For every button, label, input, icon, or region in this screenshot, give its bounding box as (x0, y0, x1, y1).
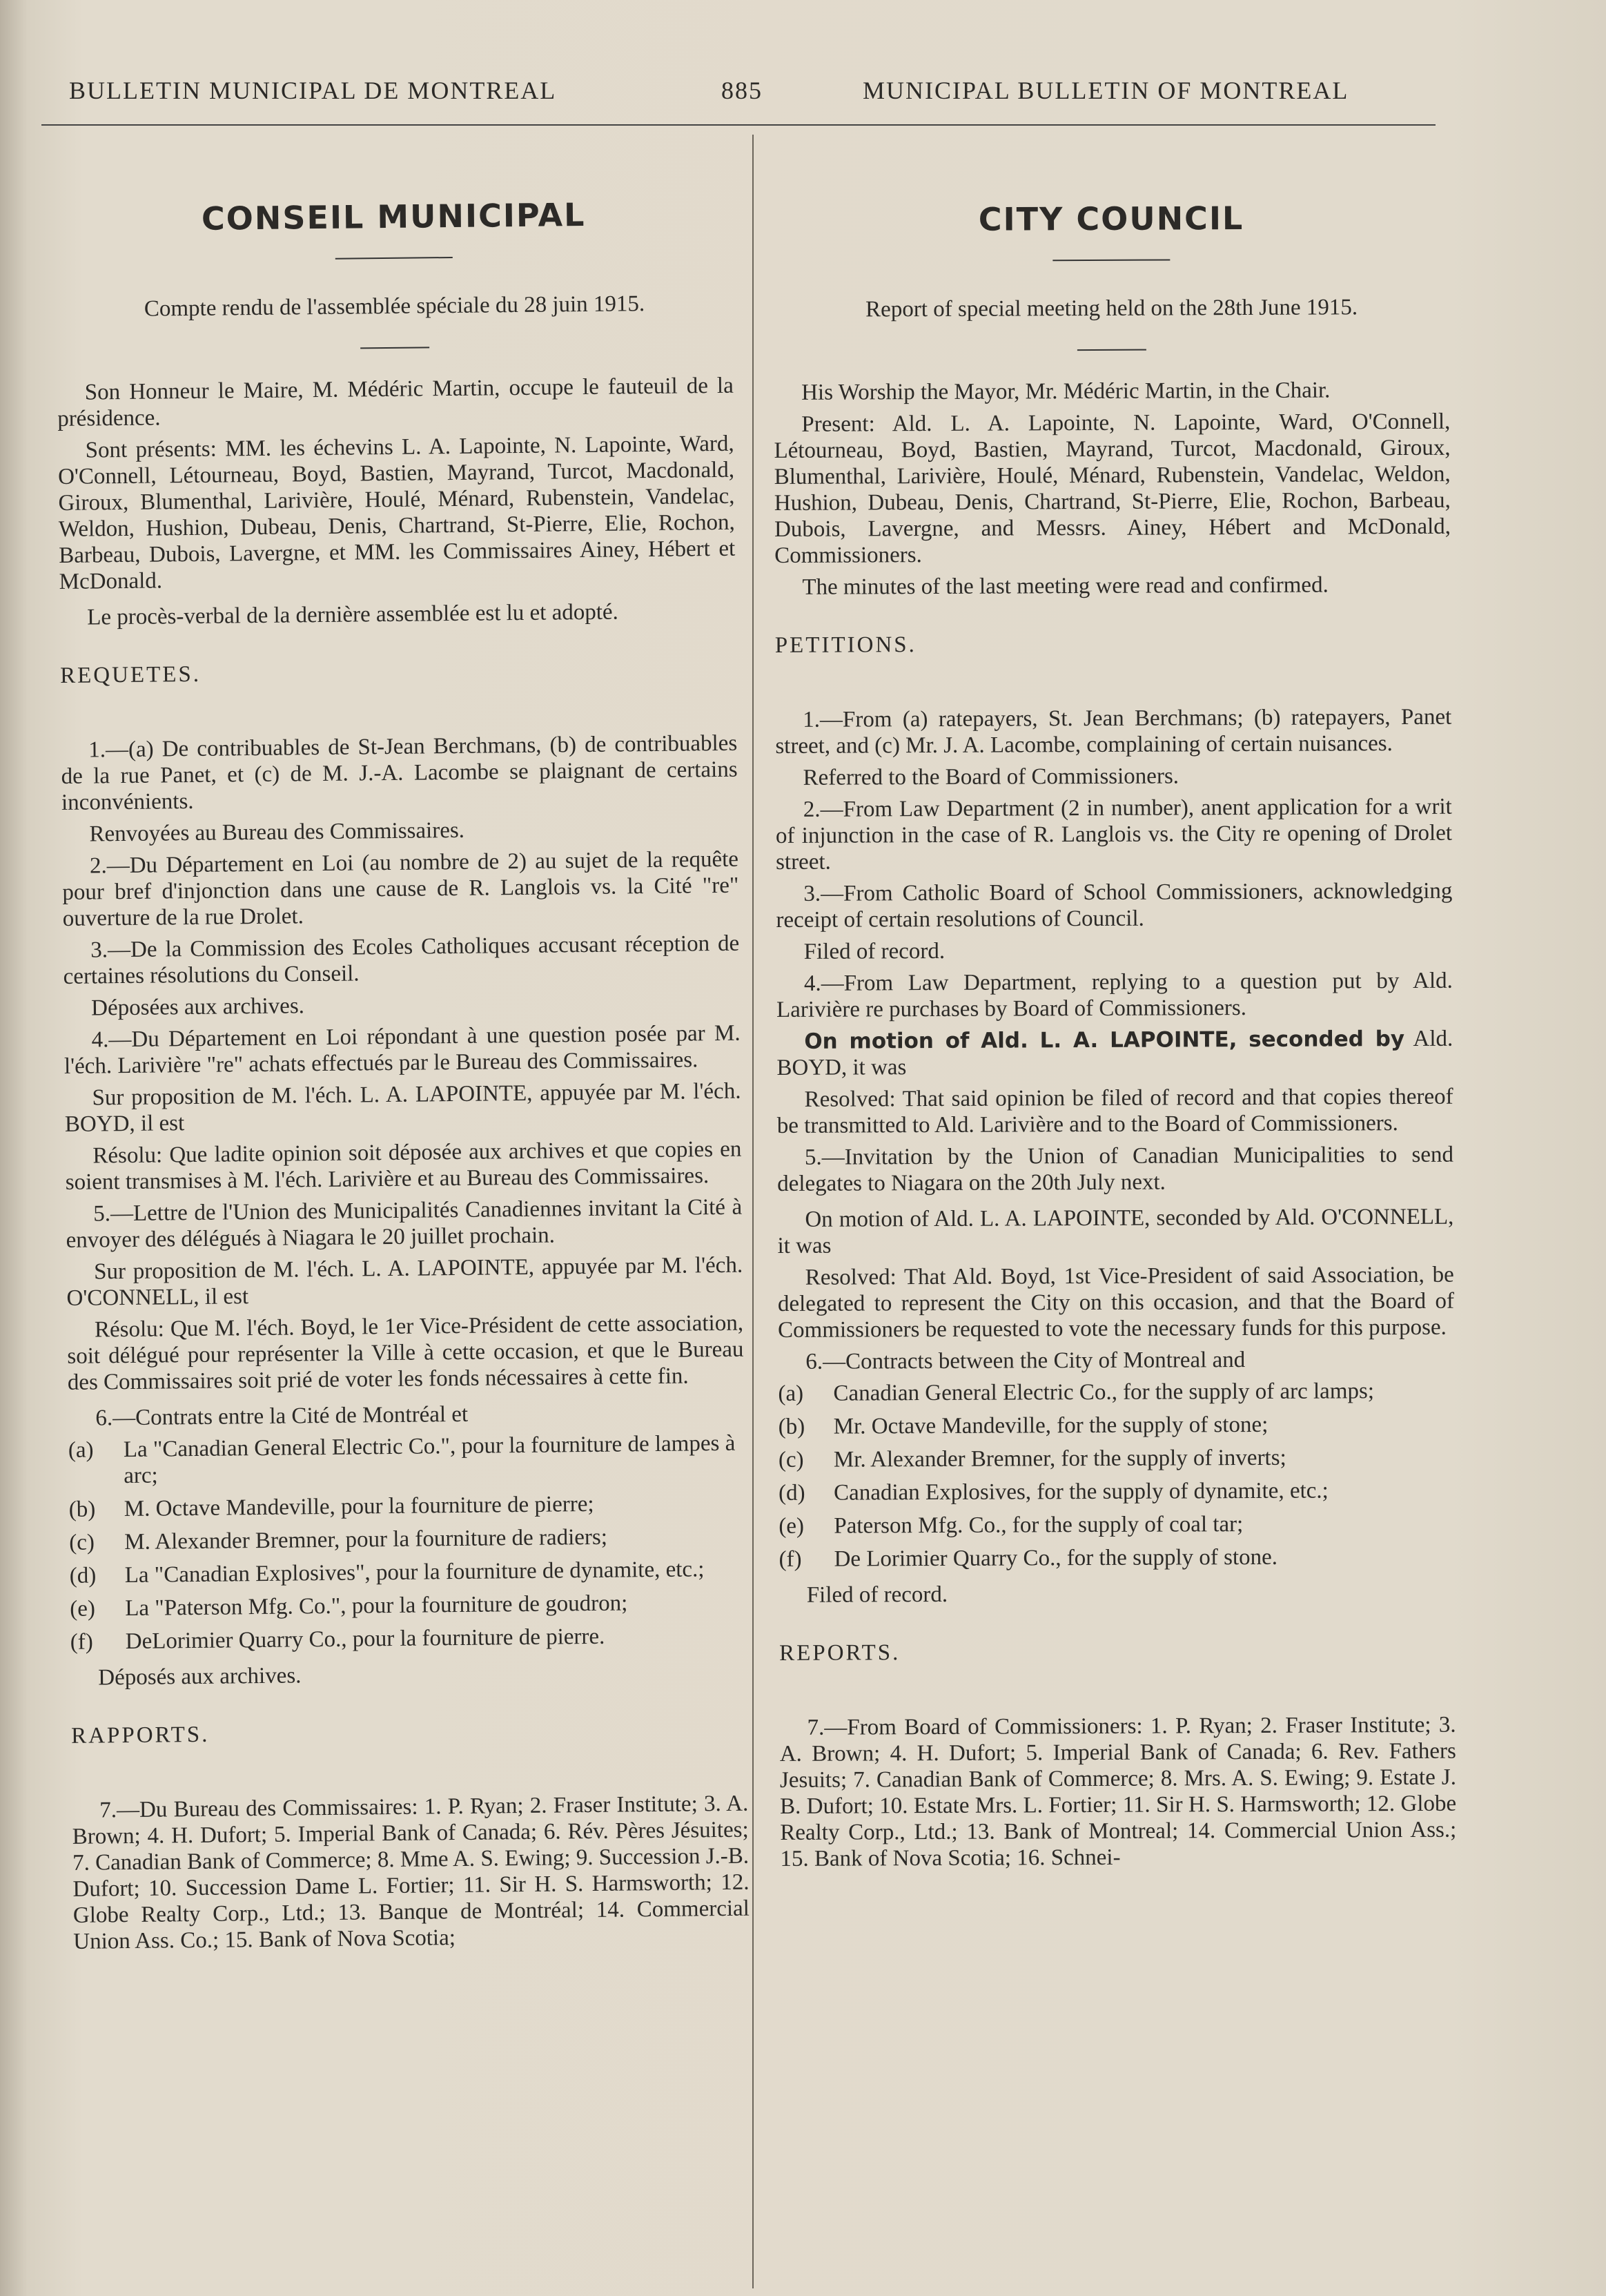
item-label: (c) (69, 1530, 95, 1555)
item-label: (b) (778, 1414, 805, 1439)
fr-section-rapports: RAPPORTS. (71, 1722, 210, 1749)
list-item (778, 1378, 1454, 1407)
en-p4-motion (776, 1026, 1453, 1081)
fr-r2: 2.—Du Département en Loi (au nombre de 2) au sujet de la requête pour bref d'injonction dans une cause de R. Langlois vs. la Cité "re" ouverture de la rue Drolet. (62, 846, 739, 931)
item-text: La "Canadian Explosives", pour la fourniture de dynamite, etc.; (124, 1557, 705, 1588)
item-text: La "Paterson Mfg. Co.", pour la fourniture de goudron; (125, 1590, 628, 1622)
item-label: (e) (778, 1513, 805, 1539)
fr-r5-resolved: Résolu: Que M. l'éch. Boyd, le 1er Vice-Président de cette association, soit délégué pour représenter la Ville à cette occasion, et que le Bureau des Commissaires soit prié de voter les fonds nécessaires à cette fin. (67, 1310, 744, 1395)
item-text: Canadian Explosives, for the supply of dynamite, etc.; (834, 1478, 1329, 1506)
en-p1-action: Referred to the Board of Commissioners. (803, 763, 1179, 790)
en-p3: 3.—From Catholic Board of School Commissioners, acknowledging receipt of certain resolutions of Council. (776, 878, 1453, 933)
fr-r1-action: Renvoyées au Bureau des Commissaires. (89, 817, 465, 847)
fr-r4: 4.—Du Département en Loi répondant à une question posée par M. l'éch. Larivière "re" achats effectués par le Bureau des Commissaires. (63, 1020, 741, 1079)
item-text: Mr. Alexander Bremner, for the supply of inverts; (833, 1445, 1286, 1472)
fr-r6-action: Déposés aux archives. (98, 1663, 302, 1691)
item-text: M. Alexander Bremner, pour la fourniture de radiers; (124, 1524, 608, 1555)
fr-subtitle-rule (360, 347, 429, 349)
en-minutes: The minutes of the last meeting were read and confirmed. (802, 572, 1329, 600)
fr-r1: 1.—(a) De contribuables de St-Jean Berchmans, (b) de contribuables de la rue Panet, et (c) de M. J.-A. Lacombe se plaignant de certains inconvénients. (61, 730, 738, 815)
page-number: 885 (721, 77, 763, 104)
fr-r3-action: Déposées aux archives. (90, 993, 305, 1021)
en-p6: 6.—Contracts between the City of Montreal and (805, 1348, 1246, 1374)
item-label: (b) (68, 1497, 96, 1522)
en-present: Present: Ald. L. A. Lapointe, N. Lapointe, Ward, O'Connell, Létourneau, Boyd, Bastien, Mayrand, Turcot, Macdonald, Giroux, Blumenthal, Larivière, Houlé, Ménard, Rubenstein, Vandelac, Weldon, Hushion, Dubeau, Denis, Chartrand, St-Pierre, Elie, Rochon, Barbeau, Dubois, Lavergne, and Messrs. Ainey, Hébert and McDonald, Commissioners. (774, 409, 1451, 568)
en-section-reports: REPORTS. (779, 1640, 901, 1666)
list-item (778, 1510, 1455, 1539)
fr-subtitle: Compte rendu de l'assemblée spéciale du 28 juin 1915. (144, 291, 645, 322)
en-p4-resolved: Resolved: That said opinion be filed of record and that copies thereof be transmitted to Ald. Larivière and to the Board of Commissioners. (776, 1084, 1453, 1138)
fr-r5: 5.—Lettre de l'Union des Municipalités Canadiennes invitant la Cité à envoyer des délégués à Niagara le 20 juillet prochain. (66, 1194, 743, 1253)
en-p3-action: Filed of record. (803, 938, 946, 964)
fr-r3: 3.—De la Commission des Ecoles Catholiques accusant réception de certaines résolutions du Conseil. (63, 931, 740, 989)
fr-minutes: Le procès-verbal de la dernière assemblée est lu et adopté. (87, 599, 619, 630)
en-title-rule (1052, 259, 1170, 261)
fr-r7: 7.—Du Bureau des Commissaires: 1. P. Ryan; 2. Fraser Institute; 3. A. Brown; 4. H. Dufort; 5. Imperial Bank of Canada; 6. Rév. Pères Jésuites; 7. Canadian Bank of Commerce; 8. Mme A. S. Ewing; 9. Succession J.-B. Dufort; 10. Succession Dame L. Fortier; 11. Sir H. S. Harmsworth; 12. Globe Realty Corp., Ltd.; 13. Banque de Montréal; 14. Commercial Union Ass. Co.; 15. Bank of Nova Scotia; (72, 1791, 750, 1954)
header-rule (41, 124, 1436, 126)
en-p1: 1.—From (a) ratepayers, St. Jean Berchmans; (b) ratepayers, Panet street, and (c) Mr. J. A. Lacombe, complaining of certain nuisances. (775, 704, 1452, 759)
en-subtitle-rule (1077, 349, 1146, 351)
fr-contract-list (68, 1430, 747, 1655)
en-p7: 7.—From Board of Commissioners: 1. P. Ryan; 2. Fraser Institute; 3. A. Brown; 4. H. Dufort; 5. Imperial Bank of Canada; 6. Rev. Fathers Jesuits; 7. Canadian Bank of Commerce; 8. Mrs. A. S. Ewing; 9. Estate J. B. Dufort; 10. Estate Mrs. L. Fortier; 11. Sir H. S. Harmsworth; 12. Globe Realty Corp., Ltd.; 13. Bank of Montreal; 14. Commercial Union Ass.; 15. Bank of Nova Scotia; 16. Schnei- (779, 1712, 1457, 1871)
fr-title-rule (335, 257, 453, 260)
page-header (69, 76, 1422, 117)
item-text: Mr. Octave Mandeville, for the supply of stone; (833, 1412, 1269, 1439)
list-item (778, 1444, 1455, 1473)
en-p2: 2.—From Law Department (2 in number), anent application for a writ of injunction in the case of R. Langlois vs. the City re opening of Drolet street. (775, 794, 1453, 875)
en-contract-list (778, 1378, 1455, 1573)
fr-present: Sont présents: MM. les échevins L. A. Lapointe, N. Lapointe, Ward, O'Connell, Létourneau, Boyd, Bastien, Mayrand, Turcot, Macdonald, Giroux, Blumenthal, Larivière, Houlé, Ménard, Rubenstein, Vandelac, Weldon, Hushion, Dubeau, Denis, Chartrand, St-Pierre, Elie, Rochon, Barbeau, Dubois, Lavergne, et MM. les Commissaires Ainey, Hébert et McDonald. (57, 431, 736, 594)
en-p6-action: Filed of record. (806, 1582, 948, 1608)
en-p5-motion: On motion of Ald. L. A. LAPOINTE, seconded by Ald. O'CONNELL, it was (777, 1204, 1454, 1258)
item-label: (c) (778, 1447, 804, 1472)
item-text: De Lorimier Quarry Co., for the supply of stone. (834, 1544, 1278, 1572)
fr-r4-motion: Sur proposition de M. l'éch. L. A. LAPOINTE, appuyée par M. l'éch. BOYD, il est (64, 1078, 741, 1137)
item-label: (f) (778, 1546, 802, 1572)
header-right-title: MUNICIPAL BULLETIN OF MONTREAL (863, 77, 1349, 104)
en-chair: His Worship the Mayor, Mr. Médéric Martin, in the Chair. (801, 378, 1331, 405)
en-p4-motion-bold: On motion of Ald. L. A. LAPOINTE, seconded by (804, 1027, 1405, 1054)
list-item (70, 1556, 746, 1589)
fr-section-requetes: REQUETES. (59, 661, 202, 688)
item-text: Canadian General Electric Co., for the supply of arc lamps; (833, 1379, 1375, 1406)
en-p4: 4.—From Law Department, replying to a question put by Ald. Larivière re purchases by Board of Commissioners. (776, 968, 1453, 1022)
item-label: (f) (70, 1629, 93, 1655)
item-text: La "Canadian General Electric Co.", pour la fourniture de lampes à arc; (123, 1430, 736, 1489)
item-label: (a) (68, 1437, 94, 1463)
item-text: Paterson Mfg. Co., for the supply of coal tar; (834, 1512, 1244, 1539)
french-column (55, 195, 750, 1961)
fr-chair: Son Honneur le Maire, M. Médéric Martin, occupe le fauteuil de la présidence. (57, 373, 734, 431)
en-p4-motion-rest: Ald. BOYD, it was (776, 1026, 1453, 1080)
fr-r6: 6.—Contrats entre la Cité de Montréal et (95, 1401, 469, 1431)
item-text: DeLorimier Quarry Co., pour la fourniture de pierre. (125, 1624, 605, 1655)
list-item (778, 1411, 1455, 1440)
fr-r4-resolved: Résolu: Que ladite opinion soit déposée aux archives et que copies en soient transmises à M. l'éch. Larivière et au Bureau des Commissaires. (65, 1136, 742, 1195)
item-label: (d) (69, 1563, 97, 1588)
fr-r5-motion: Sur proposition de M. l'éch. L. A. LAPOINTE, appuyée par M. l'éch. O'CONNELL, il est (66, 1252, 743, 1311)
en-title: CITY COUNCIL (978, 200, 1244, 238)
list-item (69, 1523, 745, 1556)
list-item (778, 1477, 1455, 1506)
list-item (70, 1622, 747, 1655)
header-left-title: BULLETIN MUNICIPAL DE MONTREAL (69, 77, 557, 104)
list-item (68, 1430, 745, 1490)
fr-title: CONSEIL MUNICIPAL (201, 195, 586, 237)
list-item (69, 1490, 745, 1523)
list-item (778, 1544, 1455, 1573)
en-p5: 5.—Invitation by the Union of Canadian Municipalities to send delegates to Niagara on the 20th July next. (777, 1142, 1454, 1196)
en-subtitle: Report of special meeting held on the 28th June 1915. (865, 295, 1358, 322)
english-column (773, 200, 1457, 1878)
item-text: M. Octave Mandeville, pour la fourniture de pierre; (124, 1491, 594, 1522)
list-item (70, 1589, 746, 1622)
item-label: (e) (70, 1596, 96, 1622)
en-p5-resolved: Resolved: That Ald. Boyd, 1st Vice-President of said Association, be delegated to represent the City on this occasion, and that the Board of Commissioners be requested to vote the necessary funds for this purpose. (777, 1262, 1455, 1343)
en-section-petitions: PETITIONS. (774, 632, 917, 658)
item-label: (d) (778, 1480, 805, 1506)
column-divider (752, 135, 754, 2288)
item-label: (a) (778, 1381, 804, 1406)
